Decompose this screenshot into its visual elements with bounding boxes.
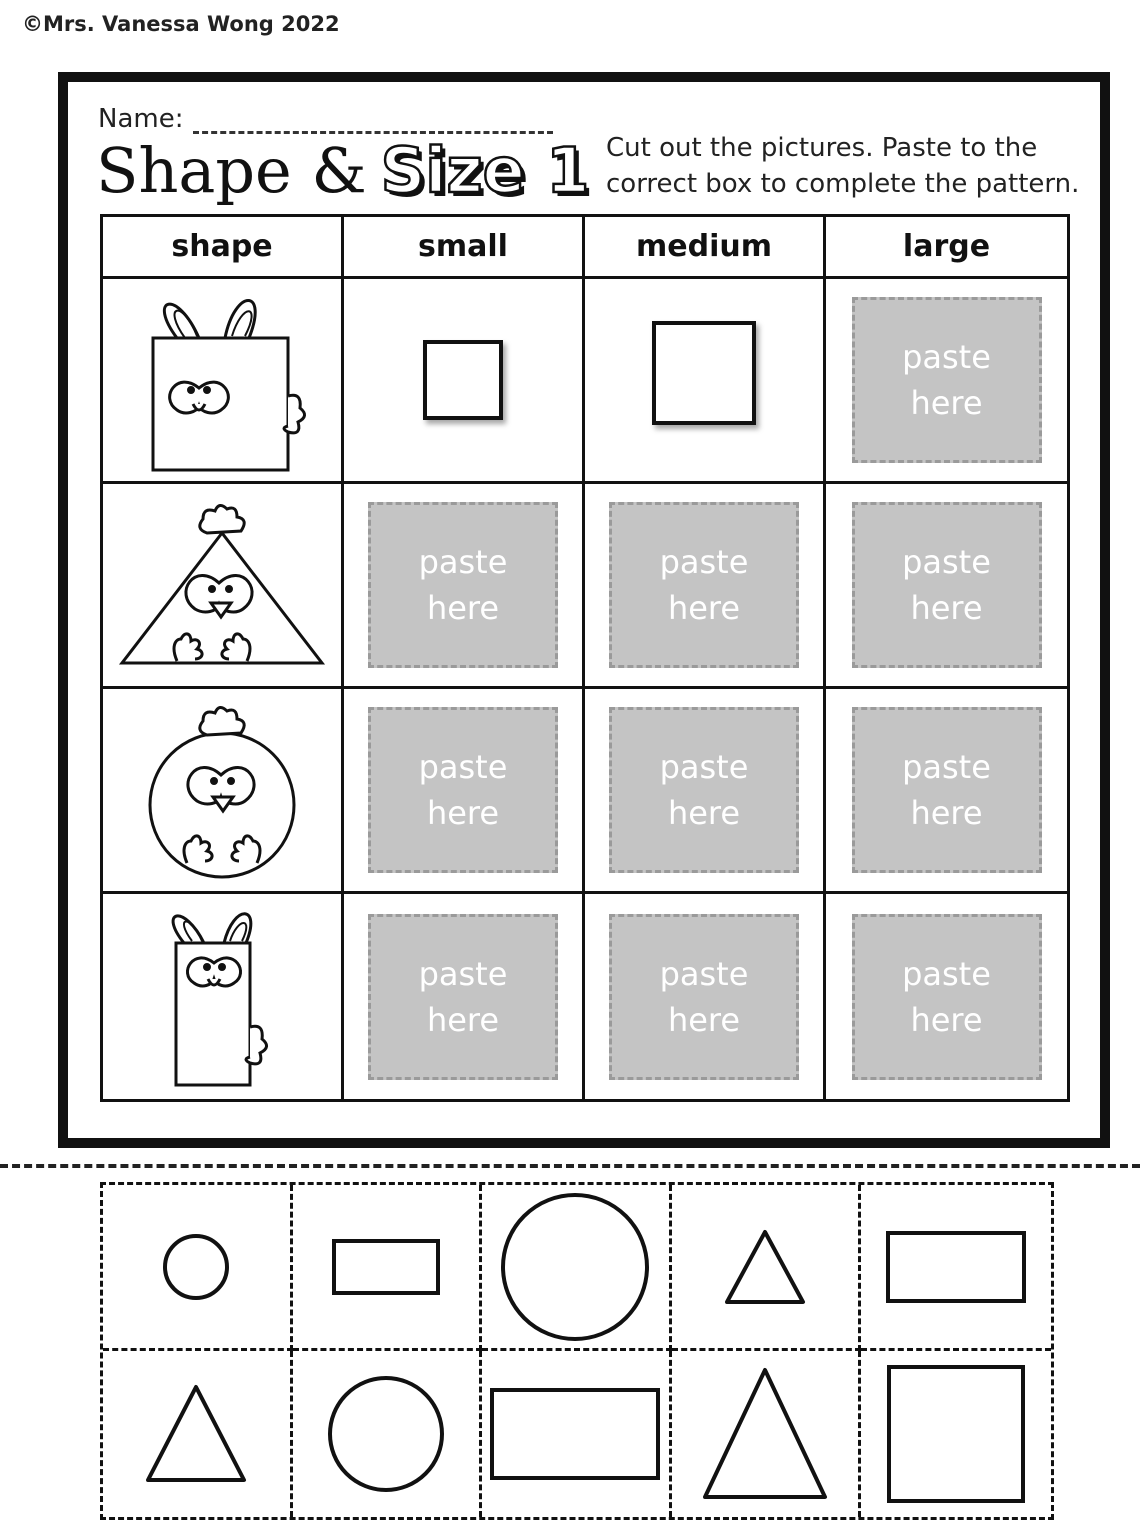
large-paste-cell <box>826 689 1067 894</box>
paste-text-line2: here <box>910 794 983 832</box>
pattern-table <box>100 214 1070 1102</box>
paste-text-line2: here <box>667 1000 741 1039</box>
medium-paste-cell <box>585 484 826 689</box>
paste-text-line1: paste <box>902 338 991 376</box>
cutout-piece[interactable] <box>482 1351 672 1517</box>
cutout-piece[interactable] <box>861 1351 1051 1517</box>
paste-text-line1: paste <box>902 748 991 786</box>
paste-box[interactable] <box>368 914 558 1080</box>
paste-text-line1: paste <box>659 954 749 993</box>
paste-box[interactable] <box>609 502 799 668</box>
header-shape: shape <box>103 217 344 279</box>
chick-circle-icon <box>137 703 307 878</box>
cutout-piece[interactable] <box>103 1185 293 1351</box>
worksheet-title <box>96 134 589 207</box>
paste-text-line2: here <box>426 589 500 627</box>
small-paste-cell <box>344 689 585 894</box>
paste-box[interactable] <box>852 707 1042 873</box>
bunny-square-icon <box>137 288 307 473</box>
cutout-piece[interactable] <box>861 1185 1051 1351</box>
large-circle-shape <box>499 1191 651 1343</box>
cutout-piece[interactable] <box>672 1351 862 1517</box>
paste-text-line2: here <box>667 589 741 627</box>
paste-text-line2: here <box>426 794 500 832</box>
paste-text-line1: paste <box>659 543 749 581</box>
cut-line <box>0 1164 1140 1168</box>
medium-paste-cell <box>585 894 826 1099</box>
paste-text-line2: here <box>910 384 983 422</box>
large-paste-cell <box>826 279 1067 484</box>
header-large: large <box>826 217 1067 279</box>
paste-text-line1: paste <box>659 748 749 786</box>
row-shape-cell <box>103 894 344 1099</box>
medium-triangle-shape <box>144 1384 248 1484</box>
cutout-piece[interactable] <box>482 1185 672 1351</box>
medium-example-cell <box>585 279 826 484</box>
cutout-pieces-grid <box>100 1182 1054 1520</box>
small-circle-shape <box>161 1232 231 1302</box>
paste-text-line1: paste <box>418 543 508 581</box>
medium-rectangle-shape <box>886 1231 1026 1303</box>
large-rectangle-shape <box>490 1388 660 1480</box>
name-input-line[interactable] <box>193 113 553 134</box>
paste-text-line2: here <box>667 794 741 832</box>
small-paste-cell <box>344 894 585 1099</box>
title-part1: Shape & <box>96 134 367 207</box>
medium-square-shape <box>652 321 756 425</box>
small-example-cell <box>344 279 585 484</box>
row-shape-cell <box>103 484 344 689</box>
cutout-piece[interactable] <box>293 1185 483 1351</box>
paste-box[interactable] <box>368 707 558 873</box>
name-label: Name: <box>98 104 184 134</box>
title-part2: Size 1 <box>380 134 590 207</box>
medium-circle-shape <box>326 1374 446 1494</box>
header-medium: medium <box>585 217 826 279</box>
paste-text-line1: paste <box>902 543 991 581</box>
large-triangle-shape <box>701 1367 829 1501</box>
small-paste-cell <box>344 484 585 689</box>
cutout-piece[interactable] <box>672 1185 862 1351</box>
chick-triangle-icon <box>117 503 327 668</box>
paste-text-line1: paste <box>418 748 508 786</box>
large-paste-cell <box>826 484 1067 689</box>
paste-box[interactable] <box>609 707 799 873</box>
row-shape-cell <box>103 279 344 484</box>
paste-box[interactable] <box>609 914 799 1080</box>
name-row <box>98 104 553 134</box>
large-paste-cell <box>826 894 1067 1099</box>
copyright-text: ©Mrs. Vanessa Wong 2022 <box>22 12 340 36</box>
paste-box[interactable] <box>852 297 1042 463</box>
cutout-piece[interactable] <box>293 1351 483 1517</box>
small-square-shape <box>423 340 503 420</box>
header-small: small <box>344 217 585 279</box>
small-rectangle-shape <box>332 1239 440 1295</box>
paste-text-line1: paste <box>902 954 991 993</box>
paste-text-line2: here <box>910 589 983 627</box>
paste-box[interactable] <box>852 502 1042 668</box>
paste-text-line2: here <box>426 1000 500 1039</box>
small-triangle-shape <box>723 1229 807 1305</box>
paste-box[interactable] <box>852 914 1042 1080</box>
cutout-piece[interactable] <box>103 1351 293 1517</box>
large-square-shape <box>887 1365 1025 1503</box>
paste-text-line1: paste <box>418 954 508 993</box>
paste-box[interactable] <box>368 502 558 668</box>
medium-paste-cell <box>585 689 826 894</box>
paste-text-line2: here <box>910 1000 983 1039</box>
instructions: Cut out the pictures. Paste to the correct box to complete the pattern. <box>606 133 1080 199</box>
worksheet-frame <box>58 72 1110 1148</box>
bunny-rectangle-icon <box>162 907 282 1087</box>
row-shape-cell <box>103 689 344 894</box>
